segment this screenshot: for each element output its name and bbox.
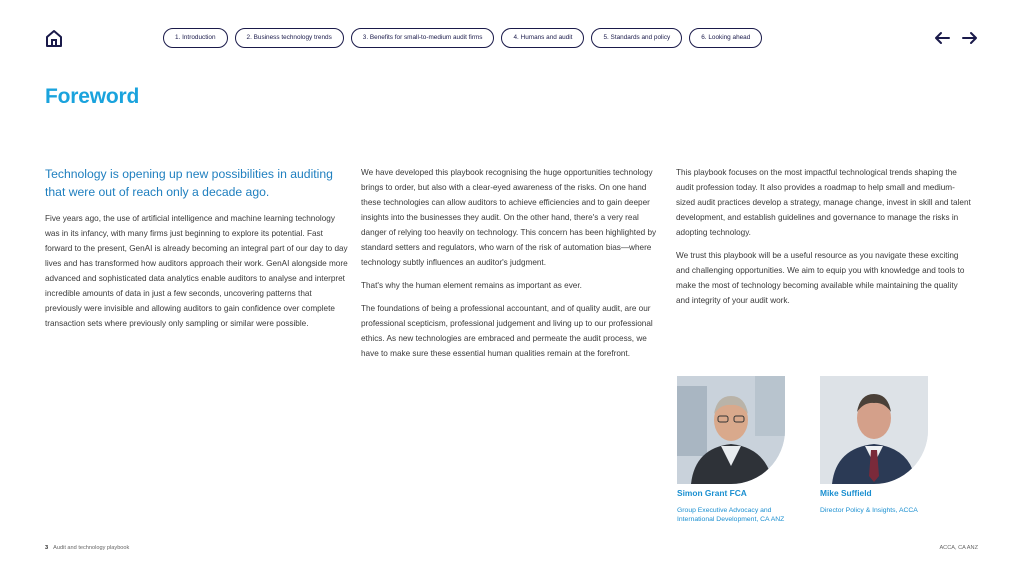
page-number: 3 [45,545,49,551]
tab-benefits[interactable]: 3. Benefits for small-to-medium audit firms [351,28,495,48]
arrow-right-icon[interactable] [961,29,979,47]
page-title: Foreword [45,85,140,108]
section-nav [163,28,762,48]
column-1 [45,165,350,339]
tab-standards-and-policy[interactable]: 5. Standards and policy [591,28,682,48]
tab-introduction[interactable]: 1. Introduction [163,28,228,48]
document-title: Audit and technology playbook [53,545,130,551]
portrait-photo [820,376,928,484]
paragraph: That's why the human element remains as important as ever. [361,281,582,290]
person-role: Director Policy & Insights, ACCA [820,507,918,514]
arrow-left-icon[interactable] [933,29,951,47]
page-arrows [933,29,979,47]
person-role: Group Executive Advocacy and International Development, CA ANZ [677,507,785,523]
paragraph: We trust this playbook will be a useful resource as you navigate these exciting and challenging opportunities. We aim to equip you with knowledge and tools to make the most of technology becoming available while maintaining the quality and integrity of your audit work. [676,251,965,305]
paragraph: Five years ago, the use of artificial intelligence and machine learning technology was in its infancy, with many firms just beginning to explore its potential. Fast forward to the present, GenAI is already becoming an integral part of our day to day lives and has transformed how auditors approach their work. GenAI alongside more advanced and sophisticated data analytics enable auditors to analyse and interpret incredible amounts of data in just a few seconds, uncovering patterns that previously were invisible and allowing auditors to gain confidence over complete transaction sets where previously only sampling or similar were possible. [45,214,348,328]
paragraph: We have developed this playbook recognising the huge opportunities technology brings to order, but also with a clear-eyed awareness of the risks. On one hand these technologies can allow auditors to achieve efficiencies and to gain deeper insights into the businesses they audit. On the other hand, there's a very real danger of relying too heavily on technology. This concern has been highlighted by standard setters and regulators, who warn of the risk of automation bias—where technology subtly influences an auditor's judgment. [361,168,657,267]
paragraph: This playbook focuses on the most impactful technological trends shaping the audit profession today. It also provides a roadmap to help small and medium-sized audit practices develop a strategy, manage change, invest in skill and talent development, and establish guidelines and governance to manage the risks in adopting technology. [676,168,971,237]
home-icon[interactable] [44,28,64,48]
tab-looking-ahead[interactable]: 6. Looking ahead [689,28,762,48]
column-2 [361,165,661,369]
tab-business-technology-trends[interactable]: 2. Business technology trends [235,28,344,48]
lead-paragraph: Technology is opening up new possibilities in auditing that were out of reach only a decade ago. [45,167,333,199]
portrait-photo [677,376,785,484]
footer-left [45,545,129,551]
column-3 [676,165,971,316]
person-name: Simon Grant FCA [677,488,747,498]
person-name: Mike Suffield [820,488,872,498]
tab-humans-and-audit[interactable]: 4. Humans and audit [501,28,584,48]
footer-orgs: ACCA, CA ANZ [939,545,978,551]
paragraph: The foundations of being a professional accountant, and of quality audit, are our professional scepticism, professional judgement and living up to our professional ethics. As new technologies are embraced and permeate the audit process, we have to make sure these essential human qualities remain at the forefront. [361,304,653,358]
